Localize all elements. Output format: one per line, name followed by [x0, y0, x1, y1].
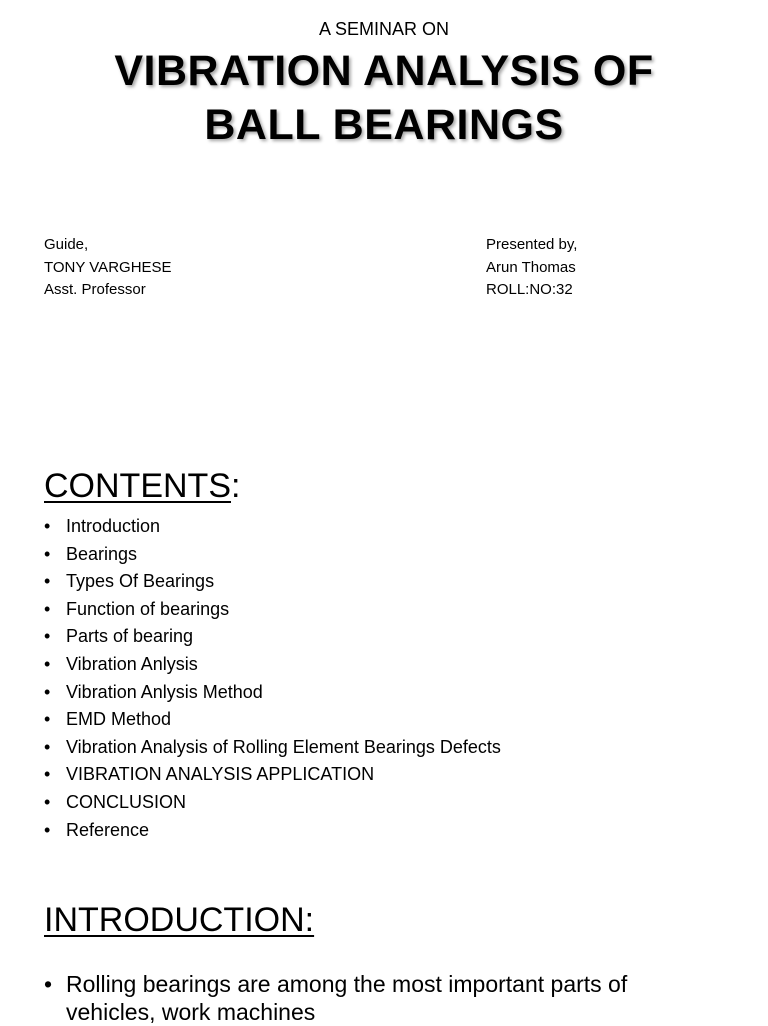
guide-info — [44, 234, 172, 302]
contents-item-label: CONCLUSION — [66, 791, 187, 812]
document-title — [0, 44, 768, 152]
guide-designation: Asst. Professor — [44, 281, 146, 298]
contents-item — [44, 568, 501, 596]
contents-item-label: VIBRATION ANALYSIS APPLICATION — [66, 764, 375, 785]
contents-item — [44, 706, 501, 734]
presenter-name: Arun Thomas — [486, 258, 576, 276]
bullet-marker: • — [44, 736, 51, 757]
contents-list — [44, 513, 501, 844]
bullet-marker: • — [44, 709, 51, 730]
contents-item — [44, 623, 501, 651]
contents-item-label: Vibration Anlysis Method — [66, 681, 263, 702]
contents-item — [44, 651, 501, 679]
contents-heading-colon: : — [231, 467, 241, 505]
bullet-marker: • — [44, 681, 51, 702]
introduction-heading — [44, 900, 314, 940]
introduction-line-2: vehicles, work machines — [66, 999, 316, 1025]
contents-item-label: EMD Method — [66, 709, 172, 730]
contents-item-label: Vibration Anlysis — [66, 653, 198, 674]
introduction-line-1: Rolling bearings are among the most important parts of — [66, 971, 628, 997]
bullet-marker: • — [44, 626, 51, 647]
seminar-subtitle: A SEMINAR ON — [318, 19, 450, 39]
presenter-label: Presented by, — [486, 236, 578, 253]
bullet-marker: • — [44, 819, 51, 840]
bullet-marker: • — [44, 516, 51, 536]
title-line-2: BALL BEARINGS — [204, 101, 564, 149]
contents-item-label: Introduction — [66, 516, 161, 536]
contents-item — [44, 541, 501, 569]
guide-name: TONY VARGHESE — [44, 258, 172, 276]
introduction-list — [44, 970, 627, 1026]
presenter-roll-number: ROLL:NO:32 — [486, 281, 573, 298]
introduction-bullet — [44, 970, 627, 1026]
introduction-heading-text: INTRODUCTION: — [44, 901, 315, 939]
guide-label: Guide, — [44, 236, 89, 253]
contents-item — [44, 789, 501, 817]
bullet-marker: • — [44, 598, 51, 619]
bullet-marker: • — [44, 971, 53, 997]
contents-item-label: Function of bearings — [66, 598, 230, 619]
contents-item-label: Parts of bearing — [66, 626, 194, 647]
contents-item — [44, 761, 501, 789]
title-line-1: VIBRATION ANALYSIS OF — [114, 47, 654, 95]
contents-item-label: Reference — [66, 819, 150, 840]
contents-item — [44, 513, 501, 541]
bullet-marker: • — [44, 571, 51, 592]
contents-item-label: Vibration Analysis of Rolling Element Bearings Defects — [66, 736, 501, 757]
contents-heading — [44, 466, 240, 506]
contents-item-label: Types Of Bearings — [66, 571, 215, 592]
contents-item — [44, 817, 501, 845]
contents-item — [44, 734, 501, 762]
contents-item-label: Bearings — [66, 543, 138, 564]
bullet-marker: • — [44, 764, 51, 785]
contents-item — [44, 596, 501, 624]
contents-item — [44, 679, 501, 707]
bullet-marker: • — [44, 653, 51, 674]
presenter-info — [486, 234, 577, 302]
bullet-marker: • — [44, 791, 51, 812]
bullet-marker: • — [44, 543, 51, 564]
contents-heading-text: CONTENTS — [44, 467, 231, 505]
